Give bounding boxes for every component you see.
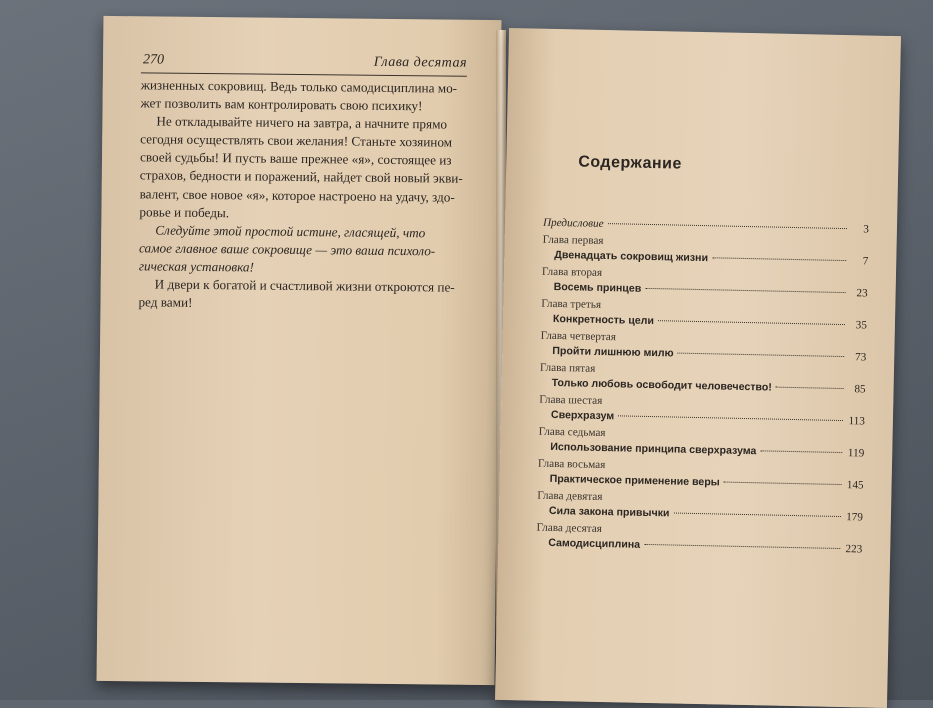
text-line: самое главное ваше сокровище — это ваша психоло- bbox=[138, 240, 436, 259]
toc-entry bbox=[542, 265, 869, 302]
body-text bbox=[138, 76, 468, 315]
right-page bbox=[495, 28, 901, 708]
toc-page-number: 35 bbox=[855, 319, 868, 332]
toc-chapter-title: Конкретность цели bbox=[552, 312, 655, 328]
toc-chapter-label: Глава первая bbox=[542, 233, 604, 247]
toc-entry bbox=[539, 361, 866, 398]
toc-chapter-title: Восемь принцев bbox=[553, 280, 642, 295]
toc-chapter-title: Использование принципа сверхразума bbox=[550, 440, 757, 458]
toc-page-number: 145 bbox=[846, 479, 864, 492]
toc-leader-dots bbox=[776, 387, 844, 389]
running-title: Глава десятая bbox=[373, 54, 468, 71]
toc-entry bbox=[537, 457, 864, 494]
toc-leader-dots bbox=[760, 450, 842, 453]
toc-chapter-label: Глава девятая bbox=[537, 489, 603, 504]
toc-preface-page: 3 bbox=[863, 223, 870, 236]
text-line: своей судьбы! И пусть ваше прежнее «я», состоящее из bbox=[139, 149, 452, 168]
toc-page-number: 73 bbox=[854, 351, 867, 364]
page-number: 270 bbox=[142, 52, 165, 68]
toc-page-number: 223 bbox=[845, 543, 863, 556]
toc-entry bbox=[542, 233, 869, 270]
text-line: жет позволить вам контролировать свою психику! bbox=[140, 95, 423, 114]
toc-chapter-label: Глава десятая bbox=[536, 521, 602, 536]
toc-leader-dots bbox=[678, 353, 845, 357]
toc-preface-title: Предисловие bbox=[542, 216, 604, 230]
toc-page-number: 7 bbox=[862, 255, 869, 268]
text-line: Следуйте этой простой истине, гласящей, что bbox=[155, 222, 426, 241]
open-book bbox=[100, 14, 900, 686]
text-line: валент, свое новое «я», которое настроено на удачу, здо- bbox=[139, 185, 455, 205]
toc-leader-dots bbox=[618, 415, 843, 421]
toc-leader-dots bbox=[608, 223, 847, 229]
toc-page-number: 113 bbox=[848, 415, 866, 428]
toc-leader-dots bbox=[724, 482, 842, 485]
toc-leader-dots bbox=[658, 320, 845, 325]
left-page bbox=[97, 16, 502, 685]
toc-entry bbox=[537, 489, 864, 526]
text-line: сегодня осуществлять свои желания! Станьте хозяином bbox=[140, 131, 453, 150]
toc-heading: Содержание bbox=[578, 153, 683, 173]
toc-chapter-label: Глава третья bbox=[541, 297, 602, 311]
toc-page-number: 119 bbox=[847, 447, 865, 460]
toc-entry bbox=[538, 425, 865, 462]
toc-leader-dots bbox=[712, 257, 846, 261]
toc-chapter-title: Двенадцать сокровищ жизни bbox=[554, 248, 709, 265]
toc-chapter-title: Только любовь освободит человечество! bbox=[551, 376, 772, 394]
text-line: гическая установка! bbox=[138, 258, 255, 275]
toc-page-number: 85 bbox=[854, 383, 866, 396]
toc-chapter-label: Глава седьмая bbox=[538, 425, 606, 440]
toc-page-number: 23 bbox=[856, 287, 868, 300]
text-line: ровье и победы. bbox=[139, 203, 230, 220]
toc-chapter-label: Глава четвертая bbox=[540, 329, 617, 344]
toc-chapter-title: Практическое применение веры bbox=[549, 472, 720, 489]
toc-chapter-label: Глава восьмая bbox=[537, 457, 606, 472]
text-line: Не откладывайте ничего на завтра, а начните прямо bbox=[156, 113, 448, 132]
toc-entry bbox=[540, 329, 867, 366]
text-line: жизненных сокровищ. Ведь только самодисциплина мо- bbox=[140, 77, 458, 96]
text-line: И двери к богатой и счастливой жизни откроются пе- bbox=[154, 276, 455, 295]
toc-page-number: 179 bbox=[846, 511, 864, 524]
text-line: страхов, бедности и поражений, найдет свой новый экви- bbox=[139, 167, 463, 187]
toc-chapter-title: Сила закона привычки bbox=[548, 504, 670, 520]
toc-leader-dots bbox=[673, 513, 840, 518]
toc-leader-dots bbox=[644, 544, 840, 549]
toc-chapter-title: Сверхразум bbox=[550, 408, 615, 423]
toc-chapter-label: Глава шестая bbox=[539, 393, 603, 408]
toc-chapter-label: Глава вторая bbox=[541, 265, 603, 279]
toc-chapter-title: Пройти лишнюю милю bbox=[552, 344, 674, 360]
toc-entries bbox=[536, 233, 869, 558]
table-of-contents bbox=[536, 215, 869, 560]
toc-entry bbox=[536, 521, 863, 558]
toc-leader-dots bbox=[645, 288, 845, 293]
toc-chapter-title: Самодисциплина bbox=[548, 536, 641, 551]
toc-entry bbox=[539, 393, 866, 430]
running-head bbox=[141, 50, 467, 76]
text-line: ред вами! bbox=[138, 294, 193, 311]
toc-chapter-label: Глава пятая bbox=[539, 361, 596, 375]
toc-entry bbox=[541, 297, 868, 334]
